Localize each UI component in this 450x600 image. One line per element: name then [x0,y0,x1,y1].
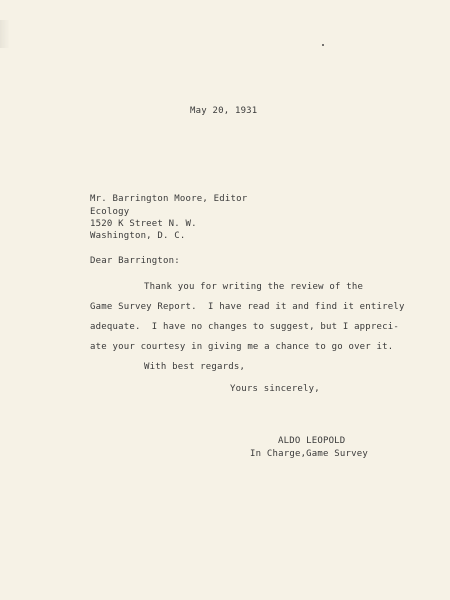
signature-name: ALDO LEOPOLD [278,436,346,446]
body-line-2: Game Survey Report. I have read it and find it entirely [90,302,405,312]
body-line-3: adequate. I have no changes to suggest, but I appreci- [90,322,400,332]
letter-date: May 20, 1931 [190,106,258,116]
recipient-name: Mr. Barrington Moore, Editor [90,194,248,204]
recipient-street: 1520 K Street N. W. [90,219,197,229]
regards-line: With best regards, [144,362,246,372]
body-line-4: ate your courtesy in giving me a chance to go over it. [90,342,394,352]
signature-title: In Charge,Game Survey [250,449,368,459]
salutation: Dear Barrington: [90,256,180,266]
recipient-organization: Ecology [90,207,130,217]
paper-edge-mark [0,20,10,48]
recipient-city: Washington, D. C. [90,231,186,241]
paper-speck [322,44,324,46]
closing-line: Yours sincerely, [230,384,320,394]
body-line-1: Thank you for writing the review of the [144,282,364,292]
